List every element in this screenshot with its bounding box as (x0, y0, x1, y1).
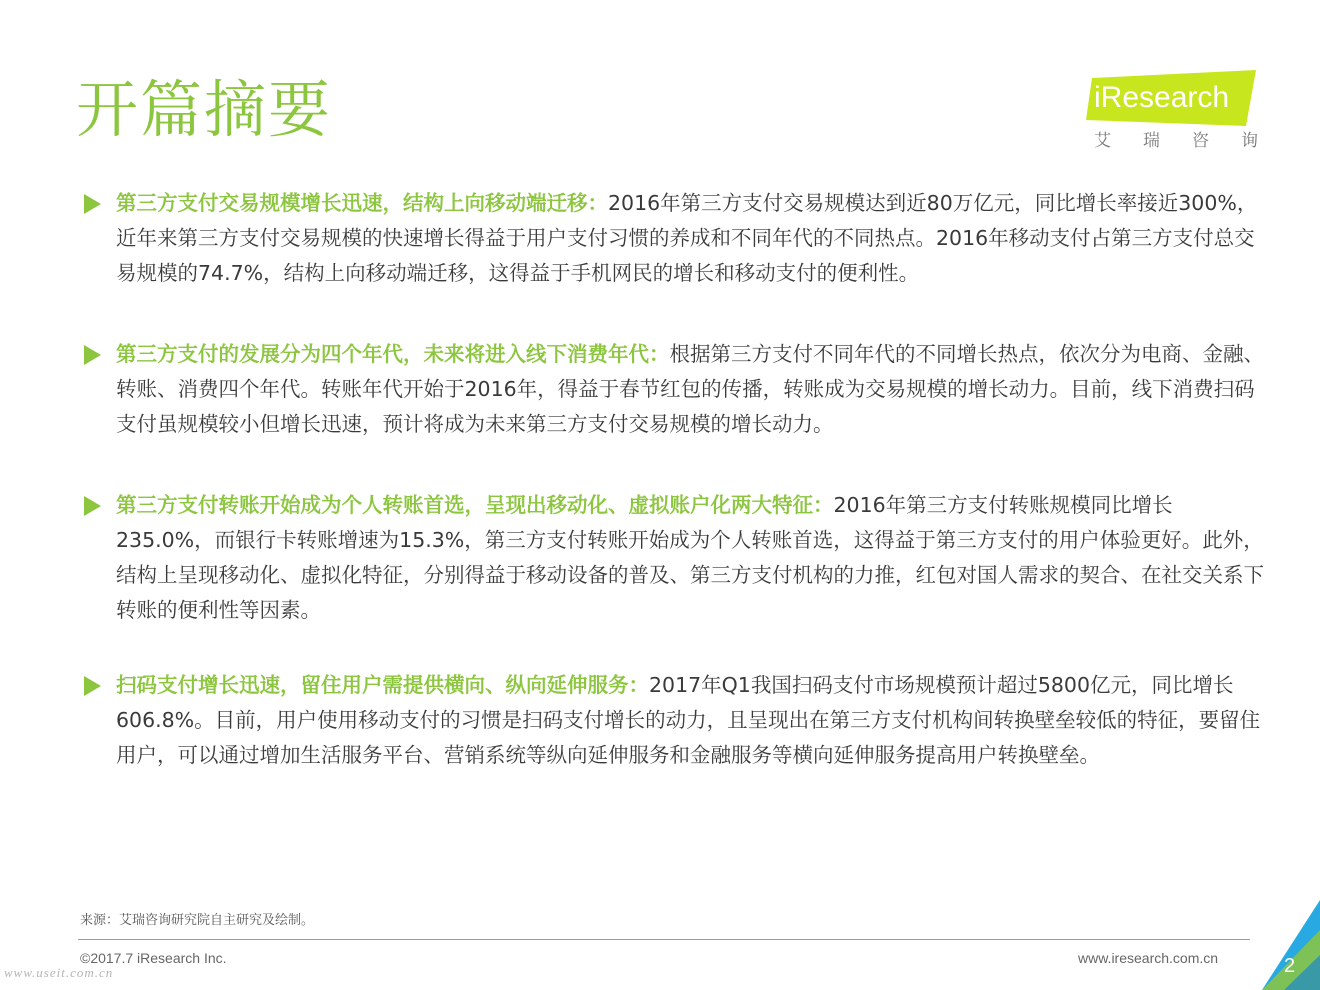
summary-body: 根据第三方支付不同年代的不同增长热点，依次分为电商、金融、转账、消费四个年代。转账年代开始于2016年，得益于春节红包的传播，转账成为交易规模的增长动力。目前，线下消费扫码支付虽规模较小但增长迅速，预计将成为未来第三方支付交易规模的增长动力。 (116, 342, 1264, 436)
summary-heading: 第三方支付的发展分为四个年代，未来将进入线下消费年代： (116, 342, 670, 366)
logo-cn-char: 瑞 (1143, 131, 1160, 151)
summary-paragraph (116, 488, 1266, 628)
logo-wordmark: iResearch (1094, 81, 1230, 114)
summary-paragraph (116, 337, 1266, 442)
logo-cn-char: 询 (1241, 131, 1258, 151)
website-link[interactable]: www.iresearch.com.cn (1078, 950, 1219, 966)
triangle-bullet-icon (84, 676, 101, 696)
page-title: 开篇摘要 (76, 73, 333, 146)
page-number: 2 (1284, 955, 1296, 977)
triangle-bullet-icon (84, 345, 101, 365)
logo-chinese-name (1094, 130, 1258, 152)
summary-body: 2016年第三方支付交易规模达到近80万亿元，同比增长率接近300%，近年来第三方支付交易规模的快速增长得益于用户支付习惯的养成和不同年代的不同热点。2016年移动支付占第三方支付总交易规模的74.7%，结构上向移动端迁移，这得益于手机网民的增长和移动支付的便利性。 (116, 191, 1258, 285)
logo-cn-char: 咨 (1192, 131, 1209, 151)
summary-heading: 第三方支付交易规模增长迅速，结构上向移动端迁移： (116, 191, 608, 215)
source-note: 来源：艾瑞咨询研究院自主研究及绘制。 (80, 913, 315, 928)
summary-heading: 第三方支付转账开始成为个人转账首选，呈现出移动化、虚拟账户化两大特征： (116, 493, 834, 517)
footer-divider (78, 939, 1250, 940)
summary-paragraph (116, 186, 1266, 291)
triangle-bullet-icon (84, 194, 101, 214)
watermark-text: www.useit.com.cn (4, 965, 114, 980)
iresearch-logo (1086, 68, 1258, 156)
summary-body: 2017年Q1我国扫码支付市场规模预计超过5800亿元，同比增长606.8%。目前，用户使用移动支付的习惯是扫码支付增长的动力，且呈现出在第三方支付机构间转换壁垒较低的特征，要留住用户，可以通过增加生活服务平台、营销系统等纵向延伸服务和金融服务等横向延伸服务提高用户转换壁垒。 (116, 673, 1261, 767)
summary-body: 2016年第三方支付转账规模同比增长235.0%，而银行卡转账增速为15.3%，第三方支付转账开始成为个人转账首选，这得益于第三方支付的用户体验更好。此外，结构上呈现移动化、虚拟化特征，分别得益于移动设备的普及、第三方支付机构的力推，红包对国人需求的契合、在社交关系下转账的便利性等因素。 (116, 493, 1264, 622)
triangle-bullet-icon (84, 496, 101, 516)
summary-heading: 扫码支付增长迅速，留住用户需提供横向、纵向延伸服务： (116, 673, 649, 697)
logo-cn-char: 艾 (1094, 131, 1111, 151)
summary-paragraph (116, 668, 1266, 773)
copyright-text: ©2017.7 iResearch Inc. (80, 950, 227, 966)
